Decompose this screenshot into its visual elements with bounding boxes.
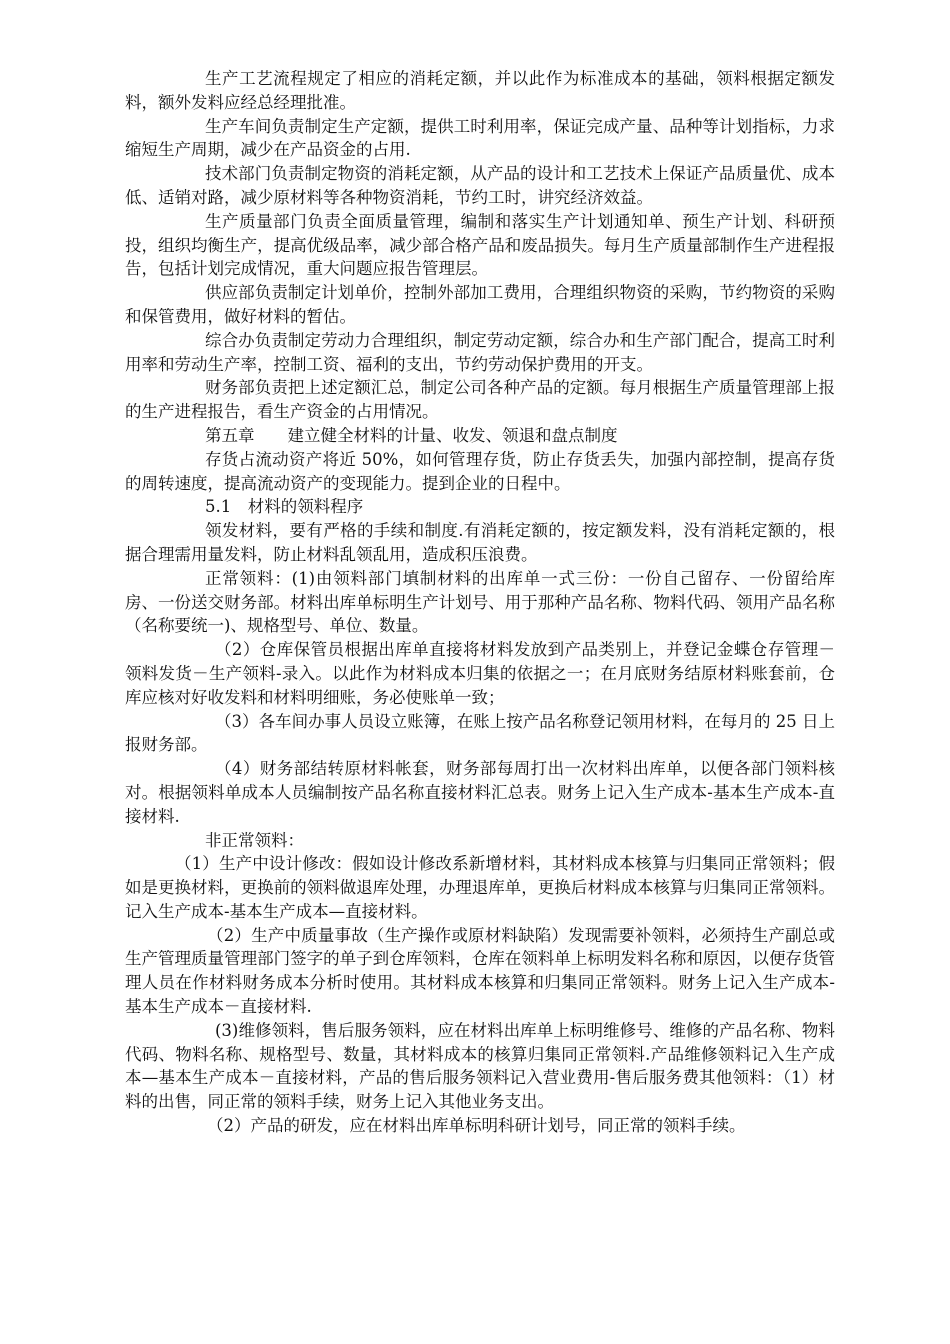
paragraph: 技术部门负责制定物资的消耗定额，从产品的设计和工艺技术上保证产品质量优、成本低、适销对路，减少原材料等各种物资消耗，节约工时，讲究经济效益。 — [125, 164, 835, 207]
paragraph: （4）财务部结转原材料帐套，财务部每周打出一次材料出库单，以便各部门领料核对。根据领料单成本人员编制按产品名称直接材料汇总表。财务上记入生产成本-基本生产成本-直接材料. — [125, 759, 835, 826]
paragraph: 存货占流动资产将近 50%，如何管理存货，防止存货丢失，加强内部控制，提高存货的周转速度，提高流动资产的变现能力。提到企业的日程中。 — [125, 449, 835, 493]
paragraph: （2）仓库保管员根据出库单直接将材料发放到产品类别上，并登记金蝶仓存管理－领料发货－生产领料-录入。以此作为材料成本归集的依据之一；在月底财务结原材料账套前，仓库应核对好收发料和材料明细账，务必使账单一致； — [125, 640, 835, 707]
chapter-heading: 第五章 建立健全材料的计量、收发、领退和盘点制度 — [205, 425, 618, 445]
paragraph: （1）生产中设计修改：假如设计修改系新增材料，其材料成本核算与归集同正常领料；假如是更换材料，更换前的领料做退库处理，办理退库单，更换后材料成本核算与归集同正常领料。记入生产成本-基本生产成本—直接材料。 — [125, 854, 835, 921]
paragraph: 领发材料，要有严格的手续和制度.有消耗定额的，按定额发料，没有消耗定额的，根据合理需用量发料，防止材料乱领乱用，造成积压浪费。 — [125, 521, 835, 564]
paragraph: （2）产品的研发，应在材料出库单标明科研计划号，同正常的领料手续。 — [207, 1116, 746, 1136]
subheading: 非正常领料： — [205, 830, 304, 850]
paragraph: （2）生产中质量事故（生产操作或原材料缺陷）发现需要补领料，必须持生产副总或生产管理质量管理部门签字的单子到仓库领料，仓库在领料单上标明发料名称和原因，以便存货管理人员在作材料财务成本分析时使用。其材料成本核算和归集同正常领料。财务上记入生产成本-基本生产成本－直接材料. — [125, 925, 835, 1017]
section-heading: 5.1 材料的领料程序 — [205, 497, 364, 517]
paragraph: 财务部负责把上述定额汇总，制定公司各种产品的定额。每月根据生产质量管理部上报的生产进程报告，看生产资金的占用情况。 — [125, 378, 835, 422]
paragraph: (3)维修领料，售后服务领料，应在材料出库单上标明维修号、维修的产品名称、物料代码、物料名称、规格型号、数量，其材料成本的核算归集同正常领料.产品维修领料记入生产成本—基本生产成本－直接材料，产品的售后服务领料记入营业费用-售后服务费其他领料：（1）材料的出售，同正常的领料手续，财务上记入其他业务支出。 — [125, 1020, 835, 1112]
paragraph: 生产车间负责制定生产定额，提供工时利用率，保证完成产量、品种等计划指标，力求缩短生产周期，减少在产品资金的占用. — [125, 116, 835, 160]
document-page — [125, 67, 835, 1138]
paragraph: 供应部负责制定计划单价，控制外部加工费用，合理组织物资的采购，节约物资的采购和保管费用，做好材料的暂估。 — [125, 283, 835, 326]
paragraph: （3）各车间办事人员设立账簿，在账上按产品名称登记领用材料，在每月的 25 日上报财务部。 — [125, 711, 835, 755]
paragraph: 综合办负责制定劳动力合理组织，制定劳动定额，综合办和生产部门配合，提高工时利用率和劳动生产率，控制工资、福利的支出，节约劳动保护费用的开支。 — [125, 330, 835, 374]
paragraph: 生产工艺流程规定了相应的消耗定额，并以此作为标准成本的基础，领料根据定额发料，额外发料应经总经理批准。 — [125, 69, 835, 112]
paragraph: 生产质量部门负责全面质量管理，编制和落实生产计划通知单、预生产计划、科研预投，组织均衡生产，提高优级品率，减少部合格产品和废品损失。每月生产质量部制作生产进程报告，包括计划完成情况，重大问题应报告管理层。 — [125, 211, 835, 279]
paragraph: 正常领料：(1)由领料部门填制材料的出库单一式三份：一份自己留存、一份留给库房、一份送交财务部。材料出库单标明生产计划号、用于那种产品名称、物料代码、领用产品名称（名称要统一)、规格型号、单位、数量。 — [125, 568, 835, 636]
